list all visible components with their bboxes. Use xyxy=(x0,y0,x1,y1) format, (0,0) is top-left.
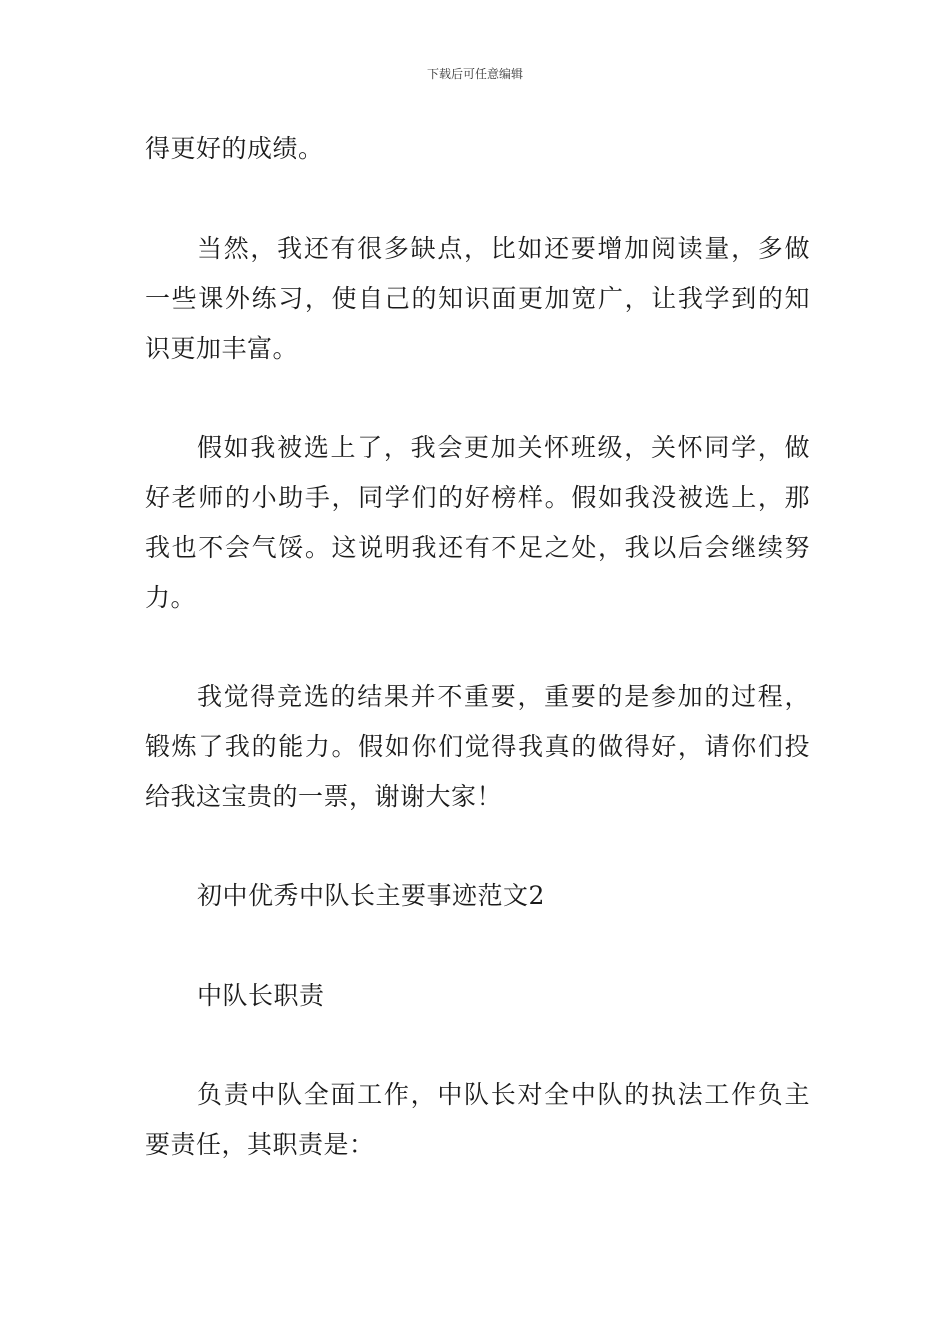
page-header: 下载后可任意编辑 xyxy=(426,67,523,81)
section-title xyxy=(145,871,810,921)
text-line: 一些课外练习，使自己的知识面更加宽广，让我学到的知 xyxy=(145,284,810,313)
text-line: 锻炼了我的能力。假如你们觉得我真的做得好，请你们投 xyxy=(145,732,810,761)
paragraph-result xyxy=(145,672,810,822)
text-line: 中队长职责 xyxy=(197,981,325,1010)
paragraph-shortcomings xyxy=(145,224,810,374)
text-line: 得更好的成绩。 xyxy=(145,134,324,163)
text-line: 初中优秀中队长主要事迹范文2 xyxy=(197,881,545,910)
text-line: 我也不会气馁。这说明我还有不足之处，我以后会继续努 xyxy=(145,533,810,562)
text-line: 我觉得竞选的结果并不重要，重要的是参加的过程， xyxy=(197,682,810,711)
text-line: 要责任，其职责是： xyxy=(145,1130,375,1159)
text-line: 力。 xyxy=(145,583,197,612)
text-line: 好老师的小助手，同学们的好榜样。假如我没被选上，那 xyxy=(145,483,810,512)
paragraph-duties xyxy=(145,1070,810,1170)
text-line: 假如我被选上了，我会更加关怀班级，关怀同学，做 xyxy=(197,433,810,462)
paragraph-if-elected xyxy=(145,423,810,623)
text-line: 识更加丰富。 xyxy=(145,334,299,363)
text-line: 给我这宝贵的一票，谢谢大家！ xyxy=(145,782,503,811)
text-line: 当然，我还有很多缺点，比如还要增加阅读量，多做 xyxy=(197,234,810,263)
paragraph-continuation xyxy=(145,124,810,174)
section-subheading xyxy=(145,971,810,1021)
text-line: 负责中队全面工作，中队长对全中队的执法工作负主 xyxy=(197,1080,810,1109)
